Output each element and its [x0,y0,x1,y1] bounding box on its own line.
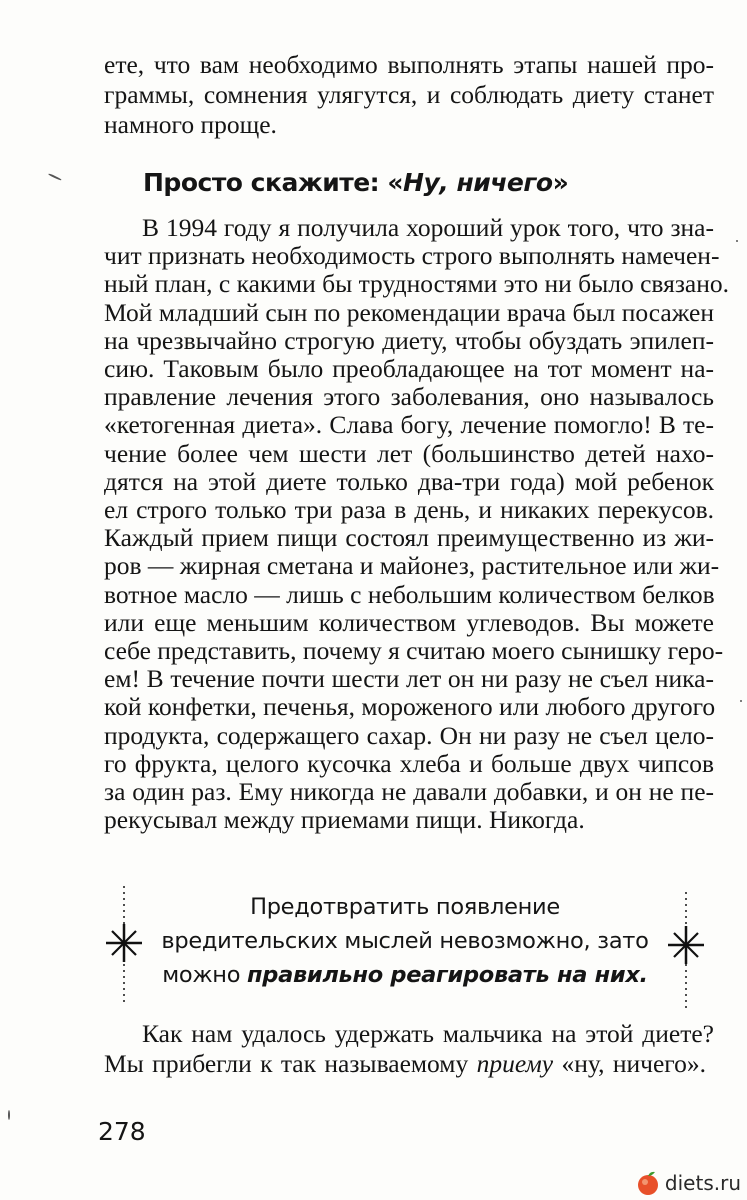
body-line: дятся на этой диете только два-три года) мой ребенок [104,466,714,496]
callout-emphasis: правильно реагировать на них. [247,962,648,988]
body-line: за один раз. Ему никогда не давали добавки, и он не пе- [104,777,714,806]
scan-speck [48,173,61,180]
heading-suffix: » [552,168,569,197]
body-line: го фрукта, целого кусочка хлеба и больше двух чипсов [104,748,714,778]
body-line: чит признать необходимость строго выполнять намечен- [104,241,720,271]
body-line: или еще меньшим количеством углеводов. Вы можете [104,607,714,637]
body-line: на чрезвычайно строгую диету, чтобы обуздать эпилеп- [104,325,714,355]
scan-speck [736,240,738,242]
watermark [635,1170,741,1196]
closing-emphasis: приему [476,1049,554,1078]
intro-line: намного проще. [104,110,277,139]
body-line: чение более чем шести лет (большинство детей нахо- [104,438,714,468]
sparkle-icon [666,890,706,1010]
body-line: «кетогенная диета». Слава богу, лечение помогло! В те- [104,410,714,440]
body-line: Каждый прием пищи состоял преимущественно из жи- [104,523,714,553]
section-heading [143,166,568,200]
callout-line [150,959,660,991]
body-line: рекусывал между приемами пищи. Никогда. [104,805,585,835]
callout-line: Предотвратить появление [250,894,560,920]
body-line: ров — жирная сметана и майонез, растительное или жи- [104,551,720,581]
body-line: сию. Таковым было преобладающее на тот момент на- [104,354,714,383]
apple-icon [635,1170,661,1196]
body-line: ный план, с какими бы трудностями это ни было связано. [104,269,730,299]
heading-emphasis: Ну, ничего [403,168,553,197]
closing-line: Как нам удалось удержать мальчика на этой диете? [142,1019,714,1048]
intro-line: ете, что вам необходимо выполнять этапы нашей про- [104,50,714,79]
body-line: вотное масло — лишь с небольшим количеством белков [104,579,715,609]
body-line: В 1994 году я получила хороший урок того, что зна- [142,213,714,242]
scan-speck [8,1110,10,1120]
body-line: правление лечения этого заболевания, оно называлось [104,382,714,412]
closing-line [104,1049,714,1079]
intro-line: граммы, сомнения улягутся, и соблюдать диету станет [104,80,714,109]
callout-prefix: можно [162,962,248,988]
page-number: 278 [98,1117,146,1146]
sparkle-icon [104,884,144,1004]
heading-prefix: Просто скажите: « [143,168,404,197]
body-line: ем! В течение почти шести лет он ни разу не съел ника- [104,664,714,694]
body-line: кой конфетки, печенья, мороженого или любого другого [104,692,716,722]
body-line: ел строго только три раза в день, и никаких перекусов. [104,495,714,524]
callout-line: вредительских мыслей невозможно, зато [161,928,649,954]
body-line: себе представить, почему я считаю моего сынишку геро- [104,636,724,665]
scan-speck [740,700,742,702]
closing-text: Мы прибегли к так называемому [104,1049,477,1078]
watermark-text: diets.ru [664,1171,741,1195]
closing-text: «ну, ничего». [553,1049,706,1078]
body-line: продукта, содержащего сахар. Он ни разу не съел цело- [104,720,714,750]
body-line: Мой младший сын по рекомендации врача был посажен [104,297,714,327]
